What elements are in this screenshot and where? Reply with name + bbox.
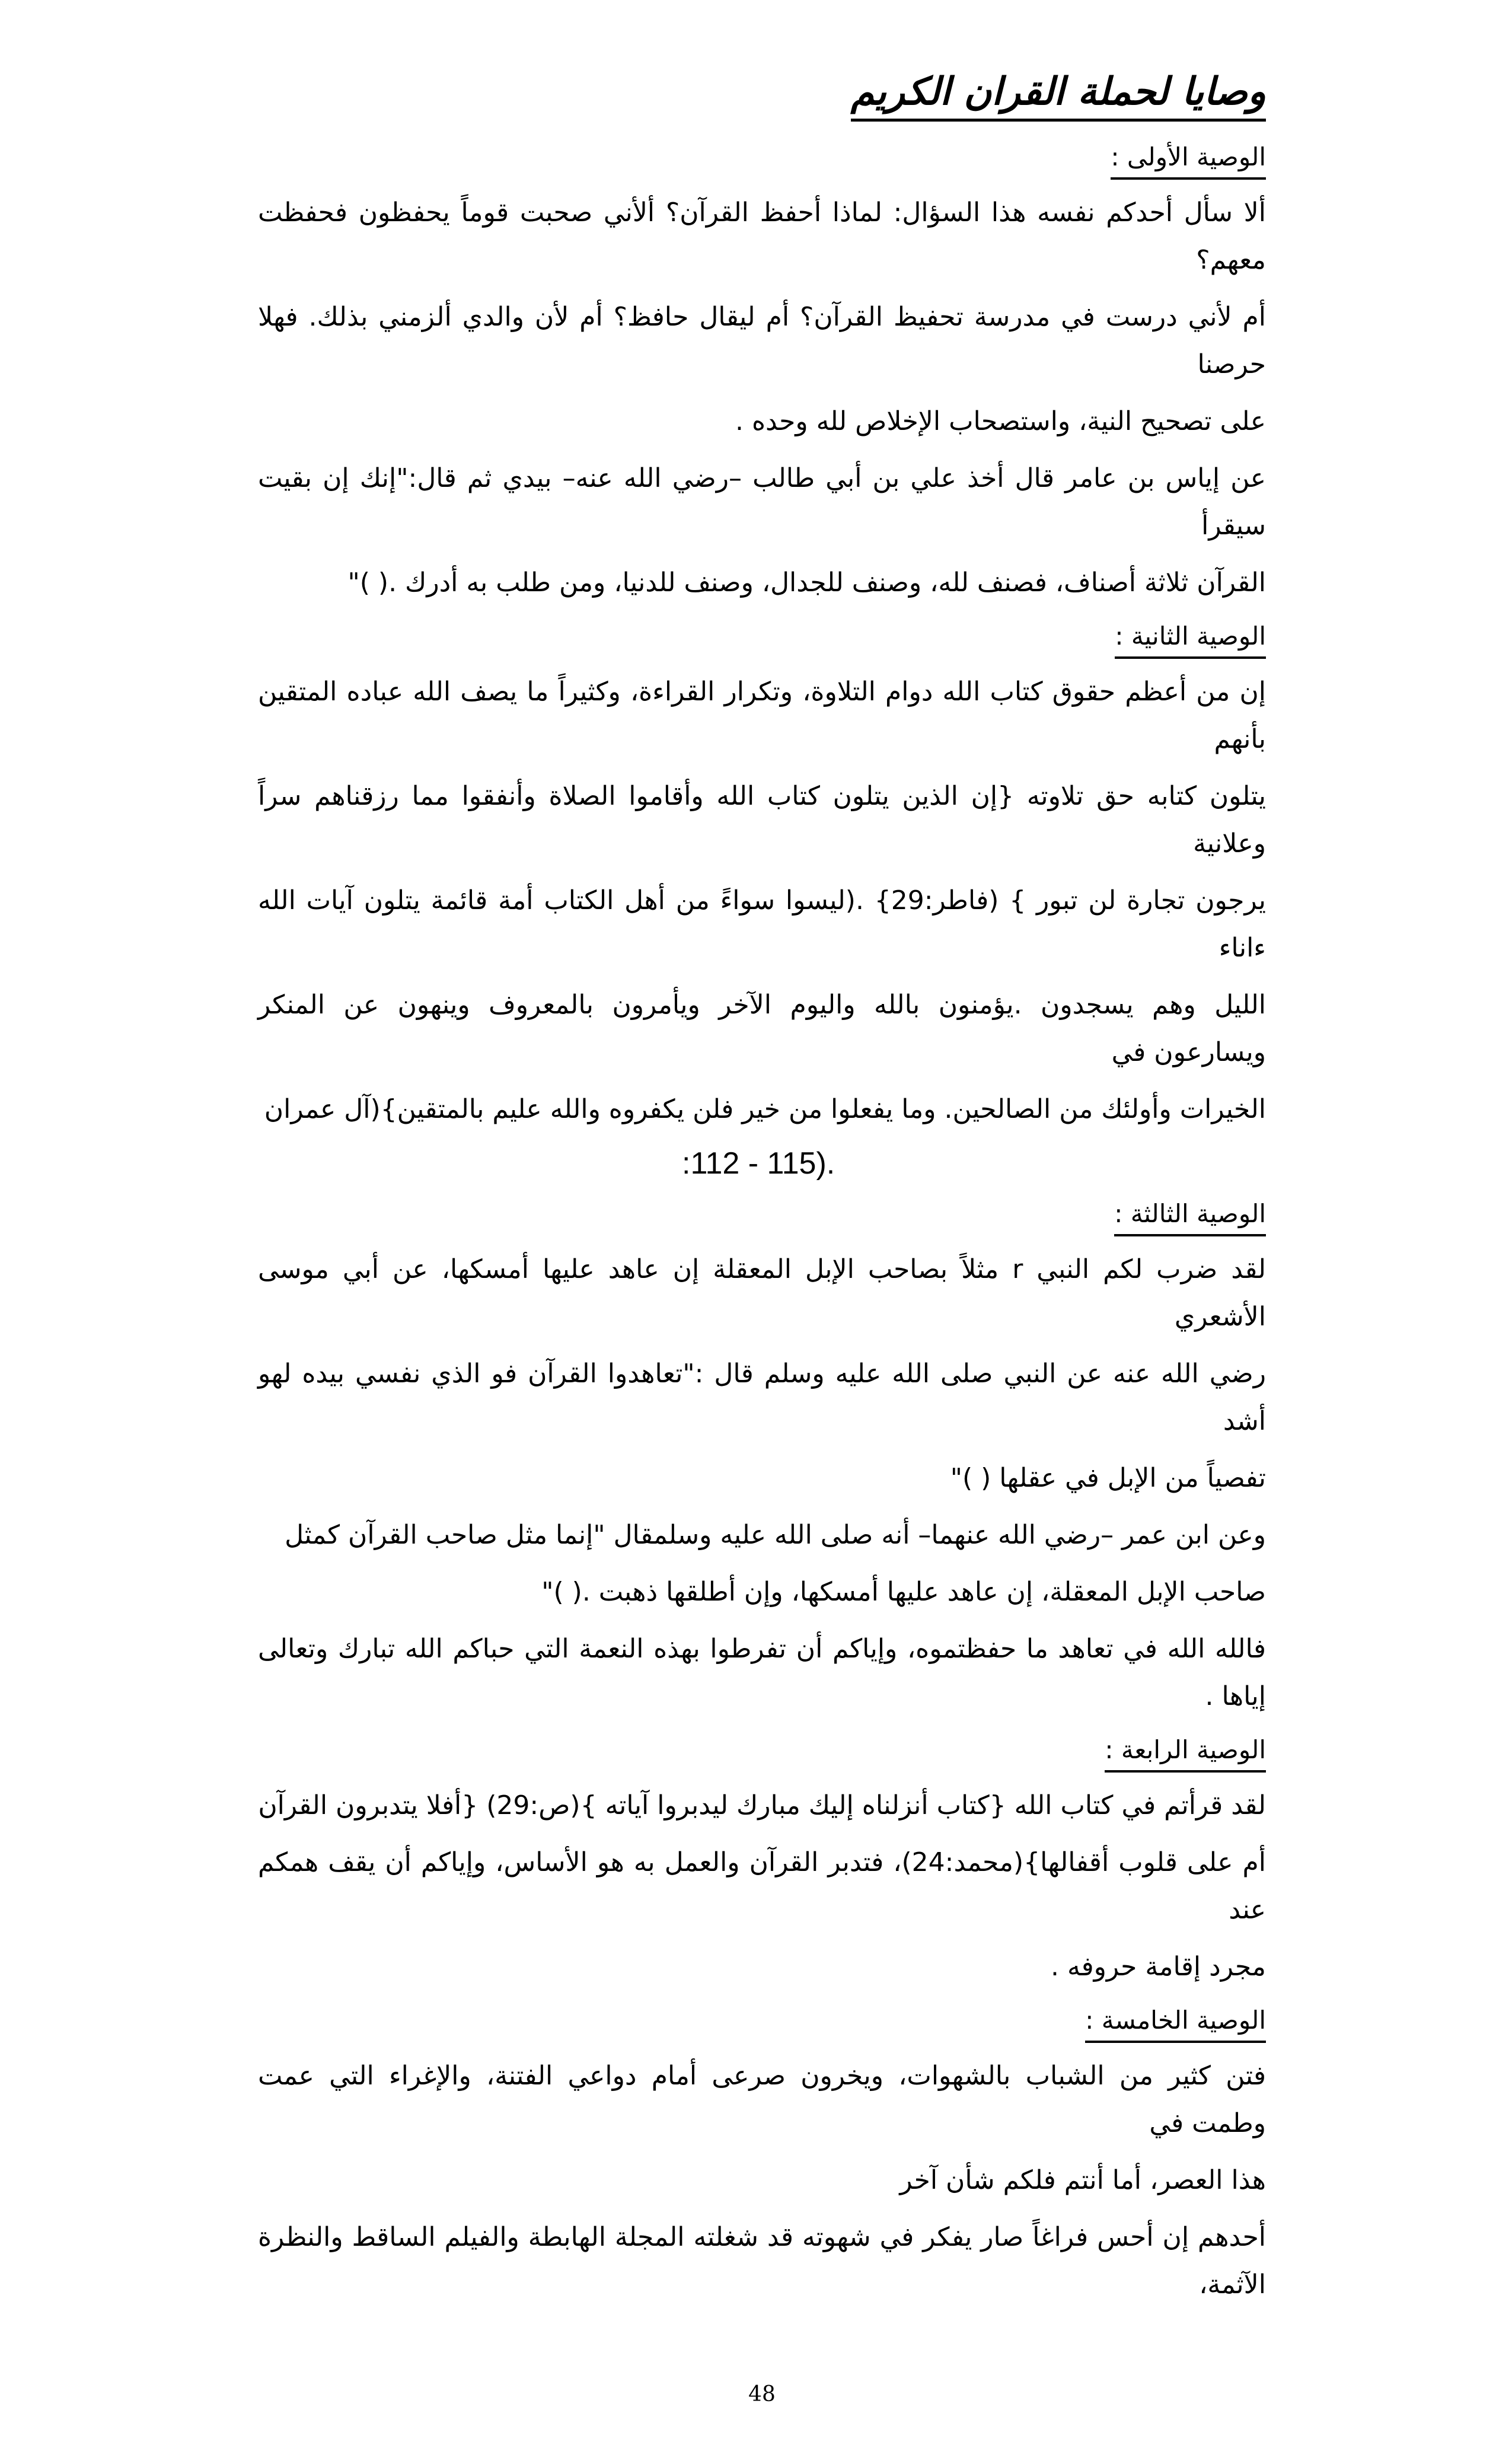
text-line: يرجون تجارة لن تبور } (فاطر:29} .(ليسوا سواءً من أهل الكتاب أمة قائمة يتلون آيات الله ءاناء bbox=[258, 885, 1266, 963]
text-line: عن إياس بن عامر قال أخذ علي بن أبي طالب –رضي الله عنه– بيدي ثم قال:"إنك إن بقيت سيقرأ bbox=[258, 463, 1266, 541]
section-heading: الوصية الأولى : bbox=[1111, 138, 1266, 180]
verse-reference: :112 - 115). bbox=[682, 1146, 835, 1181]
section-heading: الوصية الثالثة : bbox=[1114, 1195, 1266, 1236]
text-line: مجرد إقامة حروفه . bbox=[1051, 1952, 1266, 1982]
text-line: لقد قرأتم في كتاب الله {كتاب أنزلناه إليك مبارك ليدبروا آياته }(ص:29) {أفلا يتدبرون القرآن bbox=[258, 1790, 1266, 1821]
section-heading: الوصية الرابعة : bbox=[1105, 1731, 1266, 1773]
document-page bbox=[258, 0, 1266, 2409]
text-line: القرآن ثلاثة أصناف، فصنف لله، وصنف للجدال، وصنف للدنيا، ومن طلب به أدرك .( )" bbox=[347, 568, 1266, 598]
text-line: تفصياً من الإبل في عقلها ( )" bbox=[950, 1463, 1266, 1493]
text-line: ألا سأل أحدكم نفسه هذا السؤال: لماذا أحفظ القرآن؟ ألأني صحبت قوماً يحفظون فحفظت معهم؟ bbox=[258, 197, 1266, 275]
text-line: صاحب الإبل المعقلة، إن عاهد عليها أمسكها، وإن أطلقها ذهبت .( )" bbox=[541, 1577, 1266, 1607]
text-line: يتلون كتابه حق تلاوته {إن الذين يتلون كتاب الله وأقاموا الصلاة وأنفقوا مما رزقناهم سراً وعلانية bbox=[258, 781, 1266, 859]
text-line: على تصحيح النية، واستصحاب الإخلاص لله وحده . bbox=[735, 406, 1266, 436]
page-title: وصايا لحملة القران الكريم bbox=[851, 65, 1266, 122]
text-line: أم لأني درست في مدرسة تحفيظ القرآن؟ أم ليقال حافظ؟ أم لأن والدي ألزمني بذلك. فهلا حرصنا bbox=[258, 302, 1266, 380]
section-heading: الوصية الخامسة : bbox=[1085, 2001, 1266, 2043]
section-heading: الوصية الثانية : bbox=[1115, 617, 1266, 659]
text-line: فتن كثير من الشباب بالشهوات، ويخرون صرعى أمام دواعي الفتنة، والإغراء التي عمت وطمت في bbox=[258, 2061, 1266, 2138]
text-line: فالله الله في تعاهد ما حفظتموه، وإياكم أن تفرطوا بهذه النعمة التي حباكم الله تبارك وتعالى إياها . bbox=[258, 1634, 1266, 1711]
text-line: رضي الله عنه عن النبي صلى الله عليه وسلم قال :"تعاهدوا القرآن فو الذي نفسي بيده لهو أشد bbox=[258, 1359, 1266, 1436]
text-line: هذا العصر، أما أنتم فلكم شأن آخر bbox=[899, 2165, 1266, 2195]
text-line: لقد ضرب لكم النبي r مثلاً بصاحب الإبل المعقلة إن عاهد عليها أمسكها، عن أبي موسى الأشعري bbox=[258, 1254, 1266, 1332]
page-number: 48 bbox=[748, 2382, 776, 2406]
text-line: الخيرات وأولئك من الصالحين. وما يفعلوا من خير فلن يكفروه والله عليم بالمتقين}(آل عمران bbox=[264, 1094, 1266, 1124]
text-line: الليل وهم يسجدون .يؤمنون بالله واليوم الآخر ويأمرون بالمعروف وينهون عن المنكر ويسارعون في bbox=[258, 990, 1266, 1067]
text-line: إن من أعظم حقوق كتاب الله دوام التلاوة، وتكرار القراءة، وكثيراً ما يصف الله عباده المتقين بأنهم bbox=[258, 677, 1266, 754]
text-line: وعن ابن عمر –رضي الله عنهما– أنه صلى الله عليه وسلمقال "إنما مثل صاحب القرآن كمثل bbox=[285, 1520, 1266, 1550]
text-line: أحدهم إن أحس فراغاً صار يفكر في شهوته قد شغلته المجلة الهابطة والفيلم الساقط والنظرة الآثمة، bbox=[258, 2222, 1266, 2300]
text-line: أم على قلوب أقفالها}(محمد:24)، فتدبر القرآن والعمل به هو الأساس، وإياكم أن يقف همكم عند bbox=[258, 1847, 1266, 1925]
